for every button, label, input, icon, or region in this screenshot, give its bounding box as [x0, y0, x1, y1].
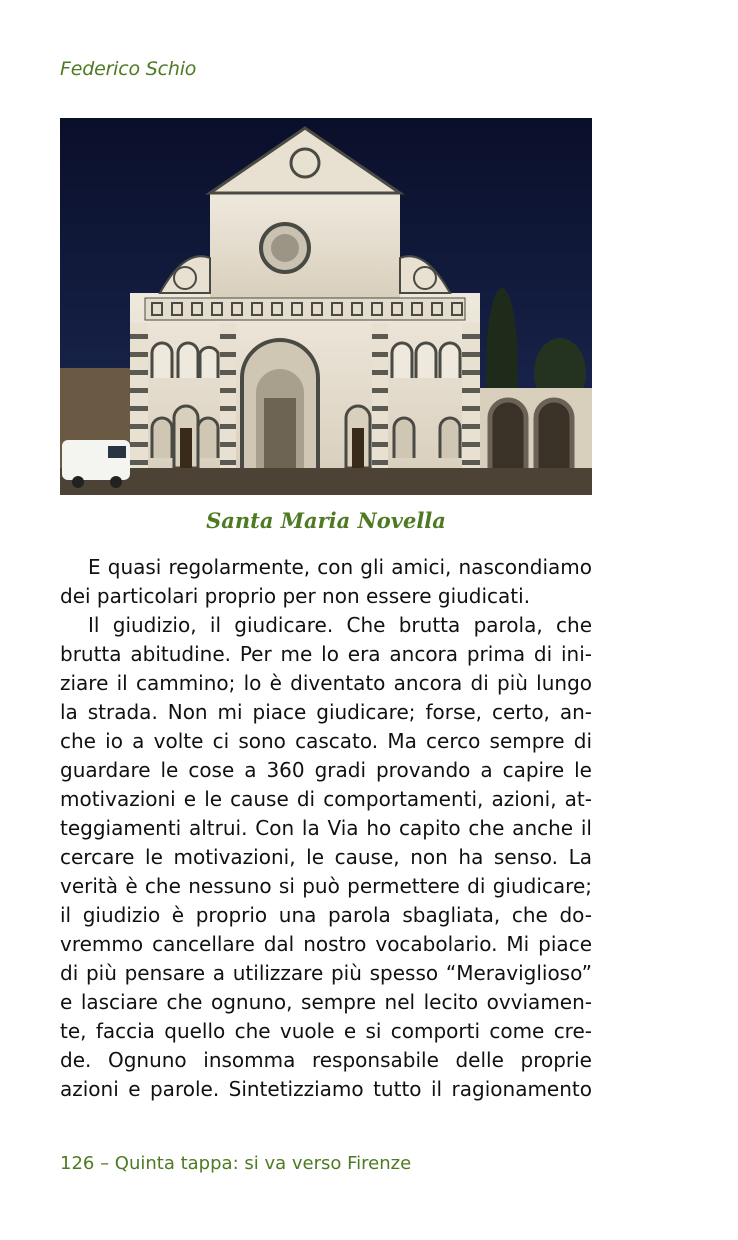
text-line: te, faccia quello che vuole e si comporti come cre-	[60, 1019, 592, 1043]
text-line: la strada. Non mi piace giudicare; forse, certo, an-	[60, 700, 592, 724]
text-line: E quasi regolarmente, con gli amici, nascondiamo	[88, 555, 592, 579]
text-line: Il giudizio, il giudicare. Che brutta parola, che	[88, 613, 592, 637]
text-line: ziare il cammino; lo è diventato ancora di più lungo	[60, 671, 592, 695]
text-line: brutta abitudine. Per me lo era ancora prima di ini-	[60, 642, 592, 666]
text-line: cercare le motivazioni, le cause, non ha senso. La	[60, 845, 592, 869]
text-line: il giudizio è proprio una parola sbagliata, che do-	[60, 903, 592, 927]
text-line: di più pensare a utilizzare più spesso “Meraviglioso”	[60, 961, 592, 985]
text-line: motivazioni e le cause di comportamenti, azioni, at-	[60, 787, 592, 811]
text-line: azioni e parole. Sintetizziamo tutto il ragionamento	[60, 1077, 592, 1101]
text-line: guardare le cose a 360 gradi provando a capire le	[60, 758, 592, 782]
text-line: che io a volte ci sono cascato. Ma cerco sempre di	[60, 729, 592, 753]
body-text	[60, 553, 592, 1104]
page-footer: 126 – Quinta tappa: si va verso Firenze	[60, 1153, 412, 1174]
text-line: teggiamenti altrui. Con la Via ho capito che anche il	[60, 816, 592, 840]
text-line: vremmo cancellare dal nostro vocabolario. Mi piace	[60, 932, 592, 956]
text-line: verità è che nessuno si può permettere di giudicare;	[60, 874, 592, 898]
figure-caption: Santa Maria Novella	[206, 508, 446, 533]
running-head-author: Federico Schio	[60, 58, 197, 80]
text-line: de. Ognuno insomma responsabile delle proprie	[60, 1048, 592, 1072]
text-line: e lasciare che ognuno, sempre nel lecito ovviamen-	[60, 990, 592, 1014]
church-facade-photo	[60, 118, 592, 495]
text-line: dei particolari proprio per non essere giudicati.	[60, 584, 531, 608]
